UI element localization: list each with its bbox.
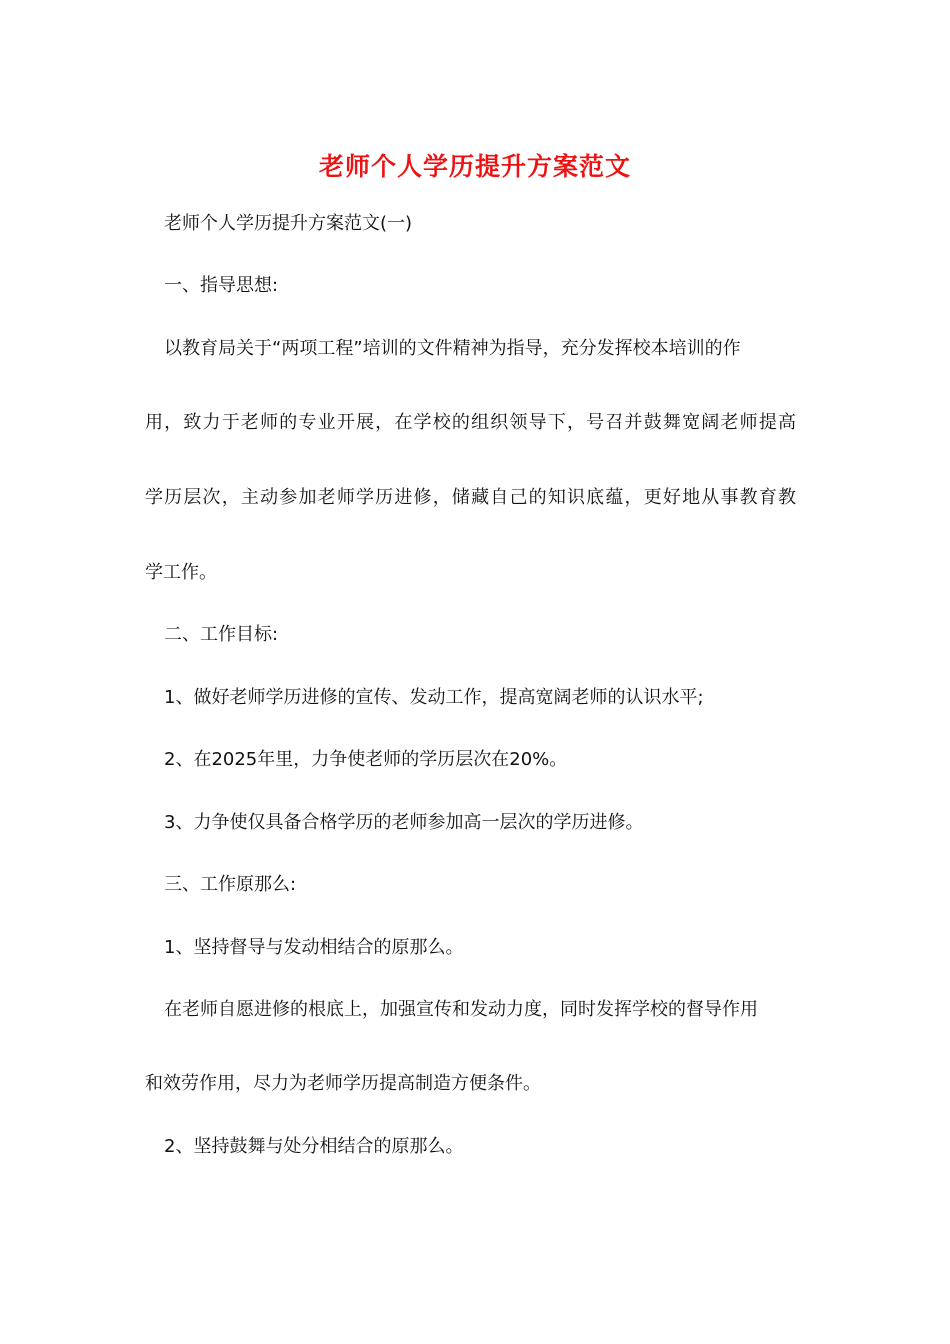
paragraph-line: 学工作。 <box>145 562 217 583</box>
paragraph-line: 在老师自愿进修的根底上，加强宣传和发动力度，同时发挥学校的督导作用 <box>164 999 758 1020</box>
list-item: 1、坚持督导与发动相结合的原那么。 <box>164 937 464 958</box>
list-item: 2、坚持鼓舞与处分相结合的原那么。 <box>164 1136 464 1157</box>
section-heading-2: 二、工作目标: <box>164 624 279 645</box>
paragraph-line: 学历层次，主动参加老师学历进修，储藏自己的知识底蕴，更好地从事教育教 <box>145 487 796 508</box>
list-item: 2、在2025年里，力争使老师的学历层次在20%。 <box>164 749 568 770</box>
paragraph-line: 以教育局关于“两项工程”培训的文件精神为指导，充分发挥校本培训的作 <box>164 338 741 359</box>
document-title: 老师个人学历提升方案范文 <box>318 152 631 181</box>
list-item: 3、力争使仅具备合格学历的老师参加高一层次的学历进修。 <box>164 812 644 833</box>
subtitle-line: 老师个人学历提升方案范文(一) <box>164 213 413 234</box>
paragraph-line: 用，致力于老师的专业开展，在学校的组织领导下，号召并鼓舞宽阔老师提高 <box>145 412 796 433</box>
section-heading-3: 三、工作原那么: <box>164 874 297 895</box>
paragraph-line: 和效劳作用，尽力为老师学历提高制造方便条件。 <box>145 1073 541 1094</box>
section-heading-1: 一、指导思想: <box>164 275 279 296</box>
list-item: 1、做好老师学历进修的宣传、发动工作，提高宽阔老师的认识水平; <box>164 687 704 708</box>
